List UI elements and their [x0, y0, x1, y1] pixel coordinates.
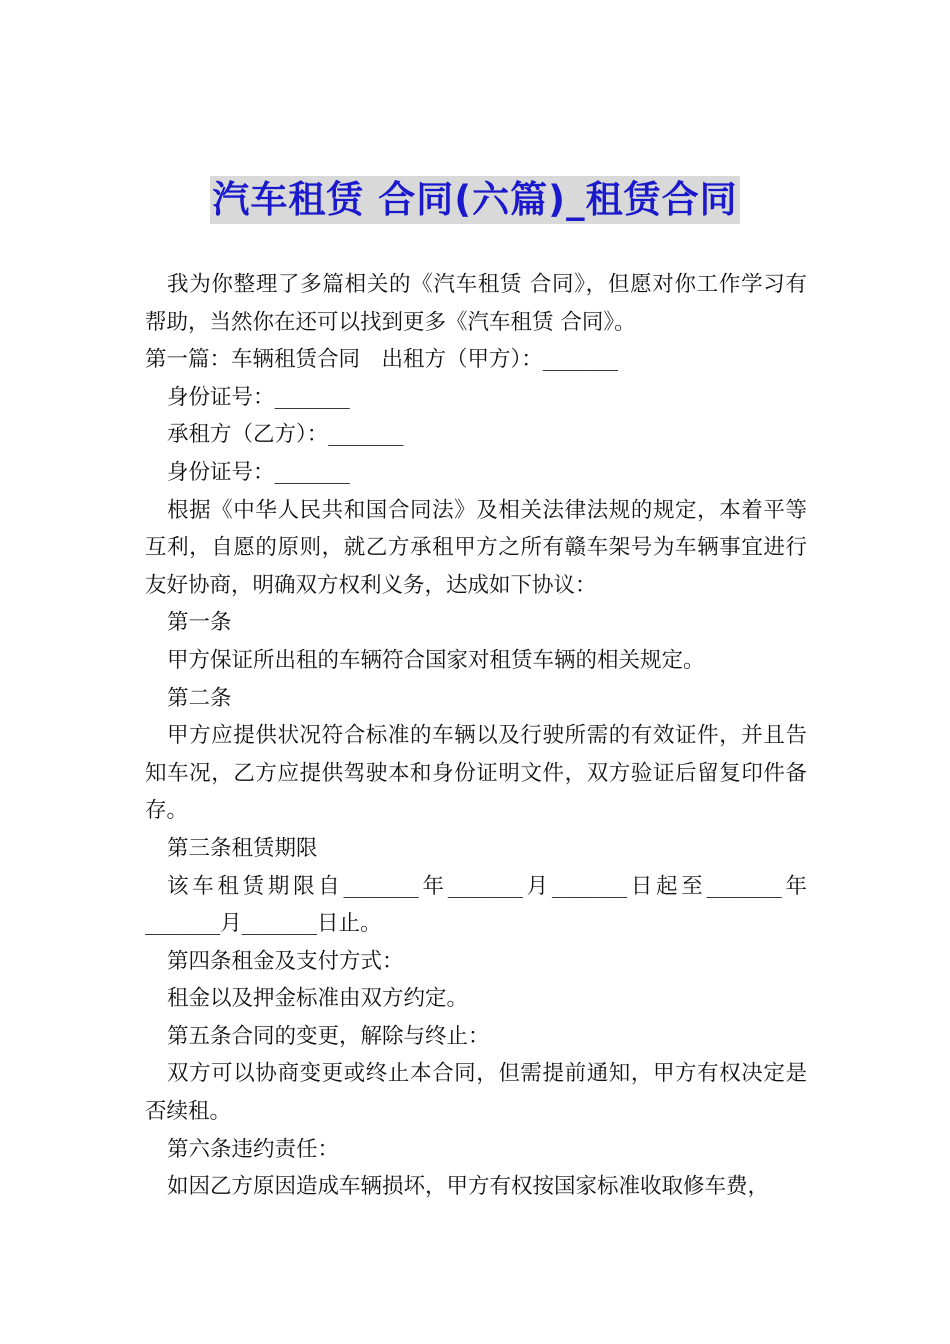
article-4-heading: 第四条租金及支付方式： [167, 948, 404, 974]
article-1-heading: 第一条 [167, 610, 232, 636]
document-title: 汽车租赁 合同(六篇)_租赁合同 [210, 176, 739, 224]
article-3-text: 该车租赁期限自_______年_______月_______日起至_______年_______月_______日止。 [145, 873, 807, 937]
paragraph-lessor-id: 身份证号：_______ [167, 384, 350, 410]
article-1-text: 甲方保证所出租的车辆符合国家对租赁车辆的相关规定。 [167, 647, 705, 673]
paragraph-lessor: 第一篇：车辆租赁合同 出租方（甲方）：_______ [145, 347, 619, 373]
article-2-heading: 第二条 [167, 685, 232, 711]
article-4-text: 租金以及押金标准由双方约定。 [167, 986, 469, 1012]
article-6-heading: 第六条违约责任： [167, 1136, 340, 1162]
article-5-text: 双方可以协商变更或终止本合同，但需提前通知，甲方有权决定是否续租。 [145, 1061, 807, 1125]
document-body [145, 266, 807, 1206]
paragraph-preamble: 根据《中华人民共和国合同法》及相关法律法规的规定，本着平等互利，自愿的原则，就乙方承租甲方之所有赣车架号为车辆事宜进行友好协商，明确双方权利义务，达成如下协议： [145, 497, 807, 598]
article-3-heading: 第三条租赁期限 [167, 835, 318, 861]
paragraph-lessee-id: 身份证号：_______ [167, 459, 350, 485]
title-container [0, 176, 950, 224]
paragraph-lessee: 承租方（乙方）：_______ [167, 422, 404, 448]
article-2-text: 甲方应提供状况符合标准的车辆以及行驶所需的有效证件，并且告知车况，乙方应提供驾驶本和身份证明文件，双方验证后留复印件备存。 [145, 723, 807, 824]
article-6-text: 如因乙方原因造成车辆损坏，甲方有权按国家标准收取修车费， [167, 1174, 770, 1200]
article-5-heading: 第五条合同的变更，解除与终止： [167, 1023, 490, 1049]
paragraph-intro: 我为你整理了多篇相关的《汽车租赁 合同》，但愿对你工作学习有帮助，当然你在还可以找到更多《汽车租赁 合同》。 [145, 272, 807, 335]
